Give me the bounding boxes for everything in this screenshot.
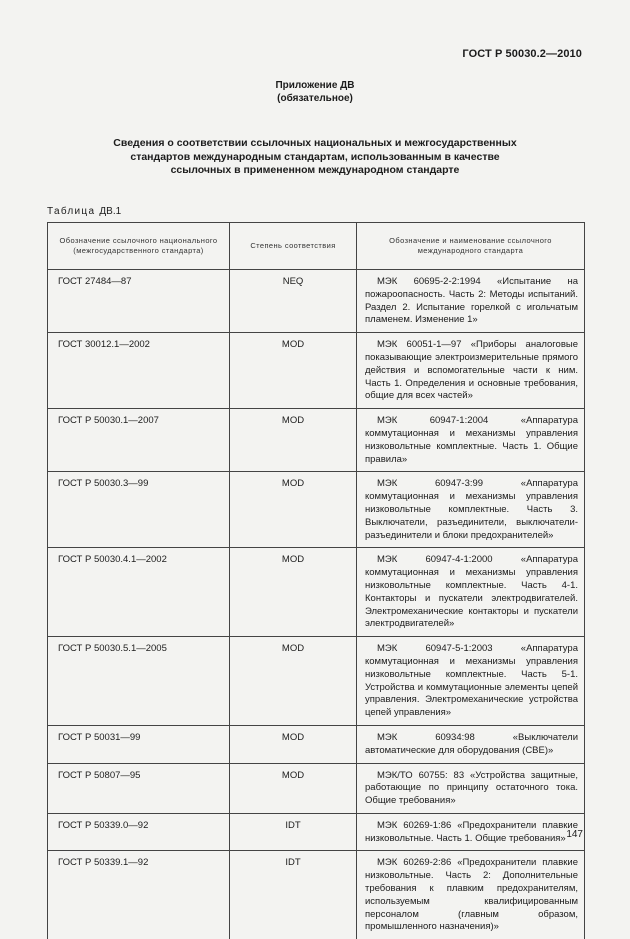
national-standard-cell: ГОСТ Р 50339.0—92 — [48, 813, 230, 851]
table-row — [48, 637, 585, 726]
international-standard-cell: МЭК/ТО 60755: 83 «Устройства защитные, работающие по принципу остаточного тока. Общие требования» — [357, 763, 585, 813]
national-standard-cell: ГОСТ Р 50030.4.1—2002 — [48, 548, 230, 637]
national-standard-cell: ГОСТ 27484—87 — [48, 270, 230, 333]
national-standard-cell: ГОСТ 30012.1—2002 — [48, 333, 230, 409]
table-row — [48, 472, 585, 548]
national-standard-cell: ГОСТ Р 50030.5.1—2005 — [48, 637, 230, 726]
international-standard-cell: МЭК 60051-1—97 «Приборы аналоговые показывающие электроизмерительные прямого действия и вспомогательные части к ним. Часть 1. Определения и основные требования, общие для всех частей» — [357, 333, 585, 409]
table-row — [48, 851, 585, 939]
degree-cell: NEQ — [230, 270, 357, 333]
header-degree: Степень соответствия — [230, 223, 357, 270]
national-standard-cell: ГОСТ Р 50031—99 — [48, 725, 230, 763]
table-row — [48, 763, 585, 813]
international-standard-cell: МЭК 60269-2:86 «Предохранители плавкие низковольтные. Часть 2: Дополнительные требования к плавким предохранителям, используемым квалифицированным персоналом (главным образом, промышленного назначения)» — [357, 851, 585, 939]
degree-cell: MOD — [230, 472, 357, 548]
correspondence-table — [47, 222, 585, 939]
header-international-standard: Обозначение и наименование ссылочного международного стандарта — [357, 223, 585, 270]
table-row — [48, 409, 585, 472]
table-caption — [47, 206, 121, 217]
degree-cell: MOD — [230, 725, 357, 763]
table-header-row — [48, 223, 585, 270]
annex-note: (обязательное) — [277, 92, 353, 104]
section-title: Сведения о соответствии ссылочных национальных и межгосударственных стандартов международным стандартам, использованным в качестве ссылочных в примененном международном стандарте — [113, 137, 517, 176]
international-standard-cell: МЭК 60269-1:86 «Предохранители плавкие низковольтные. Часть 1. Общие требования» — [357, 813, 585, 851]
international-standard-cell: МЭК 60947-1:2004 «Аппаратура коммутационная и механизмы управления низковольтные комплектные. Часть 1. Общие правила» — [357, 409, 585, 472]
document-code: ГОСТ Р 50030.2—2010 — [462, 48, 582, 60]
annex-title: Приложение ДВ — [275, 80, 355, 91]
table-caption-prefix: Таблица — [47, 206, 96, 217]
international-standard-cell: МЭК 60947-5-1:2003 «Аппаратура коммутационная и механизмы управления низковольтные комплектные. Часть 5-1. Устройства и коммутационные элементы цепей управления. Электромеханические устройства цепей управления» — [357, 637, 585, 726]
table-caption-number: ДВ.1 — [99, 206, 122, 217]
annex-heading — [0, 80, 630, 105]
page-number: 147 — [566, 829, 583, 840]
table-row — [48, 725, 585, 763]
degree-cell: MOD — [230, 548, 357, 637]
table-row — [48, 333, 585, 409]
table-row — [48, 270, 585, 333]
degree-cell: MOD — [230, 333, 357, 409]
degree-cell: MOD — [230, 763, 357, 813]
international-standard-cell: МЭК 60947-3:99 «Аппаратура коммутационная и механизмы управления низковольтные комплектные. Часть 3. Выключатели, разъединители, выключатели-разъединители и блоки предохранителей» — [357, 472, 585, 548]
international-standard-cell: МЭК 60934:98 «Выключатели автоматические для оборудования (СВЕ)» — [357, 725, 585, 763]
national-standard-cell: ГОСТ Р 50339.1—92 — [48, 851, 230, 939]
degree-cell: IDT — [230, 813, 357, 851]
national-standard-cell: ГОСТ Р 50807—95 — [48, 763, 230, 813]
table-row — [48, 548, 585, 637]
international-standard-cell: МЭК 60947-4-1:2000 «Аппаратура коммутационная и механизмы управления низковольтные комплектные. Часть 4-1. Контакторы и пускатели электродвигателей. Электромеханические контакторы и пускатели электродвигателей» — [357, 548, 585, 637]
degree-cell: MOD — [230, 637, 357, 726]
national-standard-cell: ГОСТ Р 50030.3—99 — [48, 472, 230, 548]
table-row — [48, 813, 585, 851]
degree-cell: IDT — [230, 851, 357, 939]
header-national-standard: Обозначение ссылочного национального (межгосударственного стандарта) — [48, 223, 230, 270]
national-standard-cell: ГОСТ Р 50030.1—2007 — [48, 409, 230, 472]
international-standard-cell: МЭК 60695-2-2:1994 «Испытание на пожароопасность. Часть 2: Методы испытаний. Раздел 2. Испытание горелкой с игольчатым пламенем. Изменение 1» — [357, 270, 585, 333]
degree-cell: MOD — [230, 409, 357, 472]
